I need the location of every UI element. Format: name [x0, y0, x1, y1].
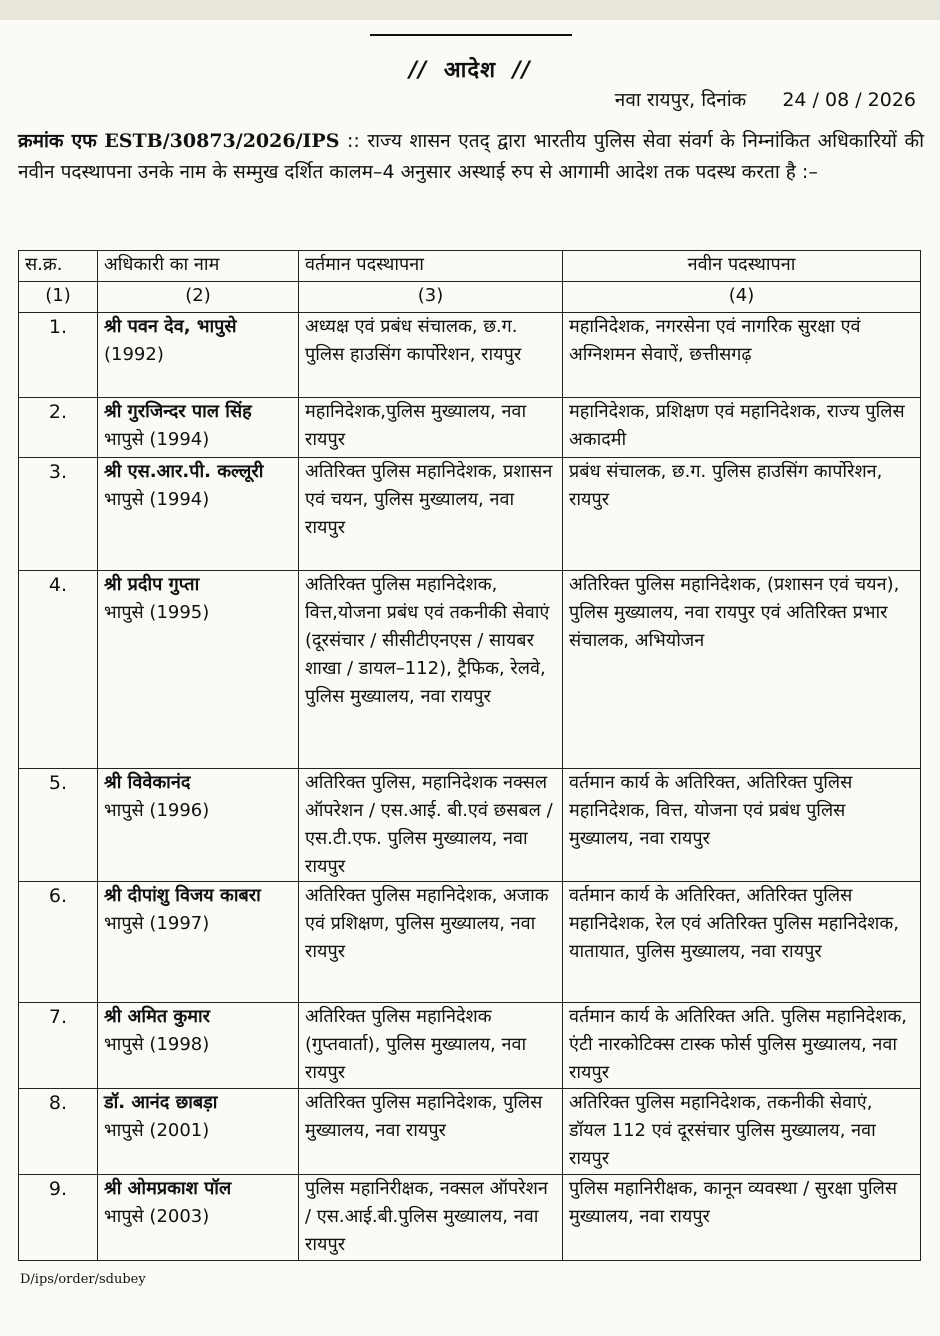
column-number: (4) — [563, 282, 921, 313]
table-row — [19, 458, 921, 571]
row-serial: 9. — [19, 1175, 98, 1261]
header-current-posting: वर्तमान पदस्थापना — [299, 251, 563, 282]
officer-cell — [98, 398, 299, 458]
officer-service-batch: भापुसे (1995) — [104, 602, 210, 623]
table-row — [19, 1175, 921, 1261]
header-rule — [370, 34, 572, 36]
column-number: (1) — [19, 282, 98, 313]
table-row — [19, 769, 921, 882]
officer-cell — [98, 1089, 299, 1175]
current-posting: अतिरिक्त पुलिस महानिदेशक, अजाक एवं प्रशिक्षण, पुलिस मुख्यालय, नवा रायपुर — [299, 882, 563, 1003]
row-serial: 1. — [19, 313, 98, 398]
officer-name: श्री विवेकानंद — [104, 772, 191, 793]
place-label: नवा रायपुर, दिनांक — [614, 89, 747, 111]
new-posting: वर्तमान कार्य के अतिरिक्त अति. पुलिस महानिदेशक, एंटी नारकोटिक्स टास्क फोर्स पुलिस मुख्यालय, नवा रायपुर — [563, 1003, 921, 1089]
officer-service-batch: भापुसे (2001) — [104, 1120, 210, 1141]
officer-cell — [98, 571, 299, 769]
officer-name: डॉ. आनंद छाबड़ा — [104, 1092, 218, 1113]
current-posting: अध्यक्ष एवं प्रबंध संचालक, छ.ग. पुलिस हाउसिंग कार्पोरेशन, रायपुर — [299, 313, 563, 398]
header-serial: स.क्र. — [19, 251, 98, 282]
new-posting: महानिदेशक, प्रशिक्षण एवं महानिदेशक, राज्य पुलिस अकादमी — [563, 398, 921, 458]
new-posting: अतिरिक्त पुलिस महानिदेशक, तकनीकी सेवाएं, डॉयल 112 एवं दूरसंचार पुलिस मुख्यालय, नवा रायपुर — [563, 1089, 921, 1175]
officer-name: श्री दीपांशु विजय काबरा — [104, 885, 261, 906]
officer-name: श्री अमित कुमार — [104, 1006, 210, 1027]
officer-cell — [98, 1003, 299, 1089]
row-serial: 8. — [19, 1089, 98, 1175]
current-posting: अतिरिक्त पुलिस महानिदेशक, पुलिस मुख्यालय, नवा रायपुर — [299, 1089, 563, 1175]
order-date: 24 / 08 / 2026 — [782, 89, 916, 111]
current-posting: अतिरिक्त पुलिस महानिदेशक (गुप्तवार्ता), पुलिस मुख्यालय, नवा रायपुर — [299, 1003, 563, 1089]
table-header-row — [19, 251, 921, 282]
officer-cell — [98, 458, 299, 571]
officer-service-batch: भापुसे (1997) — [104, 913, 210, 934]
table-row — [19, 571, 921, 769]
heading-slash-right: // — [512, 58, 531, 83]
table-row — [19, 882, 921, 1003]
officer-cell — [98, 882, 299, 1003]
order-intro-paragraph — [18, 126, 924, 188]
officer-service-batch: भापुसे (1996) — [104, 800, 210, 821]
officer-cell — [98, 1175, 299, 1261]
reference-label: क्रमांक एफ — [18, 130, 97, 152]
column-number: (3) — [299, 282, 563, 313]
officer-service-batch: भापुसे (1994) — [104, 489, 210, 510]
officer-name: श्री एस.आर.पी. कल्लूरी — [104, 461, 264, 482]
order-heading — [0, 54, 940, 84]
file-path-footer: D/ips/order/sdubey — [20, 1272, 146, 1287]
current-posting: अतिरिक्त पुलिस महानिदेशक, प्रशासन एवं चयन, पुलिस मुख्यालय, नवा रायपुर — [299, 458, 563, 571]
new-posting: प्रबंध संचालक, छ.ग. पुलिस हाउसिंग कार्पोरेशन, रायपुर — [563, 458, 921, 571]
new-posting: अतिरिक्त पुलिस महानिदेशक, (प्रशासन एवं चयन), पुलिस मुख्यालय, नवा रायपुर एवं अतिरिक्त प्रभार संचालक, अभियोजन — [563, 571, 921, 769]
current-posting: अतिरिक्त पुलिस महानिदेशक, वित्त,योजना प्रबंध एवं तकनीकी सेवाएं (दूरसंचार / सीसीटीएनएस / सायबर शाखा / डायल–112), ट्रैफिक, रेलवे, पुलिस मुख्यालय, नवा रायपुर — [299, 571, 563, 769]
current-posting: पुलिस महानिरीक्षक, नक्सल ऑपरेशन / एस.आई.बी.पुलिस मुख्यालय, नवा रायपुर — [299, 1175, 563, 1261]
officer-service-batch: (1992) — [104, 344, 164, 365]
row-serial: 4. — [19, 571, 98, 769]
officer-name: श्री पवन देव, भापुसे — [104, 316, 237, 337]
table-row — [19, 1003, 921, 1089]
row-serial: 3. — [19, 458, 98, 571]
row-serial: 7. — [19, 1003, 98, 1089]
new-posting: पुलिस महानिरीक्षक, कानून व्यवस्था / सुरक्षा पुलिस मुख्यालय, नवा रायपुर — [563, 1175, 921, 1261]
header-officer-name: अधिकारी का नाम — [98, 251, 299, 282]
order-title: आदेश — [443, 58, 497, 83]
officer-service-batch: भापुसे (1994) — [104, 429, 210, 450]
row-serial: 2. — [19, 398, 98, 458]
top-scan-strip — [0, 0, 940, 20]
new-posting: महानिदेशक, नगरसेना एवं नागरिक सुरक्षा एवं अग्निशमन सेवाऐं, छत्तीसगढ़ — [563, 313, 921, 398]
current-posting: अतिरिक्त पुलिस, महानिदेशक नक्सल ऑपरेशन / एस.आई. बी.एवं छसबल / एस.टी.एफ. पुलिस मुख्यालय, नवा रायपुर — [299, 769, 563, 882]
officer-name: श्री गुरजिन्दर पाल सिंह — [104, 401, 252, 422]
column-number: (2) — [98, 282, 299, 313]
row-serial: 6. — [19, 882, 98, 1003]
new-posting: वर्तमान कार्य के अतिरिक्त, अतिरिक्त पुलिस महानिदेशक, रेल एवं अतिरिक्त पुलिस महानिदेशक, यातायात, पुलिस मुख्यालय, नवा रायपुर — [563, 882, 921, 1003]
officer-service-batch: भापुसे (1998) — [104, 1034, 210, 1055]
officer-cell — [98, 313, 299, 398]
row-serial: 5. — [19, 769, 98, 882]
table-row — [19, 313, 921, 398]
officer-name: श्री प्रदीप गुप्ता — [104, 574, 200, 595]
posting-table — [18, 250, 921, 1261]
officer-service-batch: भापुसे (2003) — [104, 1206, 210, 1227]
table-row — [19, 398, 921, 458]
new-posting: वर्तमान कार्य के अतिरिक्त, अतिरिक्त पुलिस महानिदेशक, वित्त, योजना एवं प्रबंध पुलिस मुख्यालय, नवा रायपुर — [563, 769, 921, 882]
intro-text: :: राज्य शासन एतद् द्वारा भारतीय पुलिस सेवा संवर्ग के निम्नांकित अधिकारियों की नवीन पदस्थापना उनके नाम के सम्मुख दर्शित कालम–4 अनुसार अस्थाई रुप से आगामी आदेश तक पदस्थ करता है :– — [18, 130, 924, 183]
reference-number: ESTB/30873/2026/IPS — [104, 130, 340, 152]
current-posting: महानिदेशक,पुलिस मुख्यालय, नवा रायपुर — [299, 398, 563, 458]
header-new-posting: नवीन पदस्थापना — [563, 251, 921, 282]
column-number-row — [19, 282, 921, 313]
officer-name: श्री ओमप्रकाश पॉल — [104, 1178, 232, 1199]
officer-cell — [98, 769, 299, 882]
place-date-line — [615, 86, 916, 112]
heading-slash-left: // — [409, 58, 428, 83]
table-row — [19, 1089, 921, 1175]
